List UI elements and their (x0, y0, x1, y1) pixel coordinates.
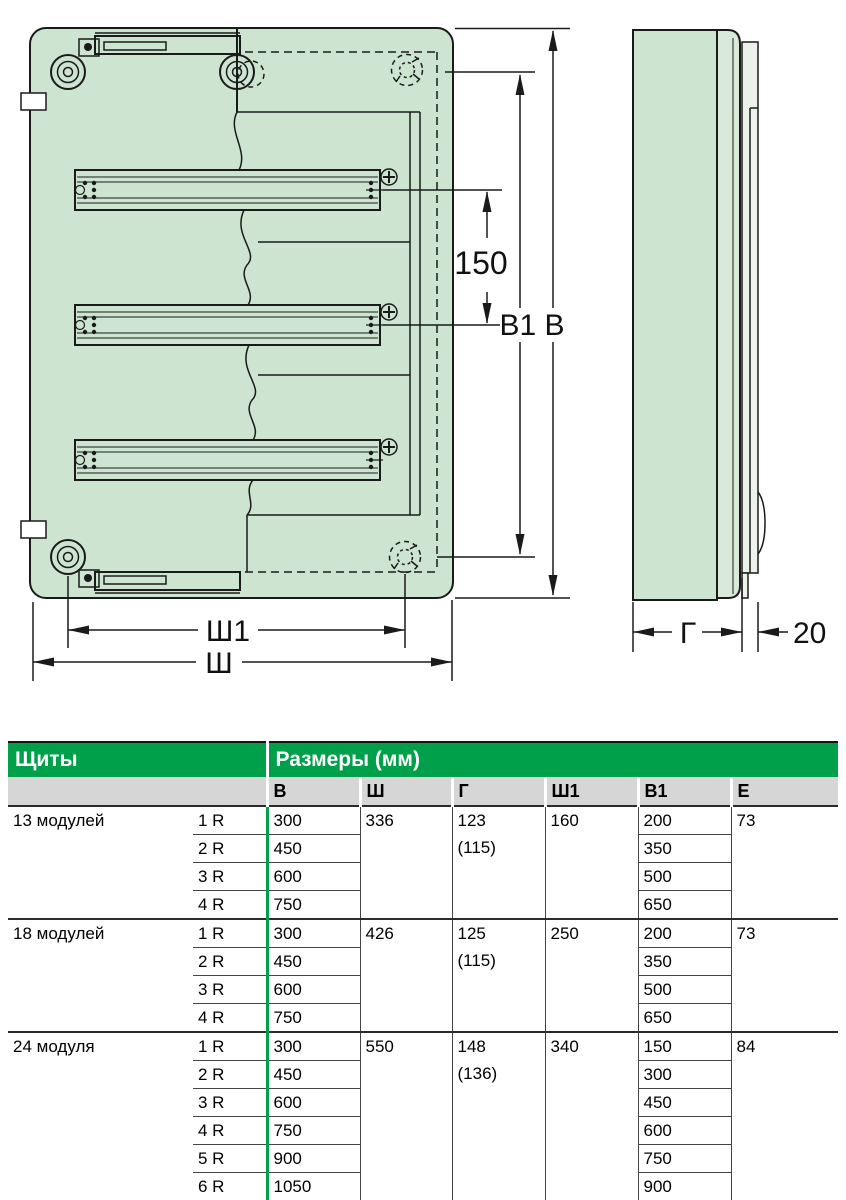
dim-label-150: 150 (454, 245, 508, 281)
group-label: 13 модулей (13, 811, 105, 830)
cell-sh1: 250 (545, 919, 638, 1032)
table-row (8, 919, 838, 948)
cell-b: 600 (267, 976, 360, 1004)
cell-b: 900 (267, 1145, 360, 1173)
cell-b1: 200 (638, 806, 731, 835)
table-row (8, 1032, 838, 1061)
header-panels: Щиты (8, 742, 267, 777)
cell-sh1: 160 (545, 806, 638, 919)
cell-b1: 500 (638, 863, 731, 891)
dimension-20 (758, 628, 788, 637)
dim-label-g: Г (679, 617, 697, 650)
cell-b: 450 (267, 1061, 360, 1089)
din-rail (75, 439, 397, 480)
din-rail (75, 169, 397, 210)
cell-b1: 450 (638, 1089, 731, 1117)
cell-r: 4 R (193, 1117, 267, 1145)
cell-b: 750 (267, 1117, 360, 1145)
dim-label-20: 20 (793, 617, 827, 650)
dim-label-sh1: Ш1 (205, 615, 251, 648)
cell-r: 2 R (193, 1061, 267, 1089)
side-view (633, 30, 765, 600)
cell-e: 73 (731, 919, 838, 1032)
cell-b1: 650 (638, 891, 731, 920)
cell-b: 750 (267, 891, 360, 920)
cell-g: 148 (136) (452, 1032, 545, 1200)
cell-sh: 426 (360, 919, 452, 1032)
cell-b1: 200 (638, 919, 731, 948)
cell-b: 300 (267, 806, 360, 835)
cell-r: 6 R (198, 1177, 225, 1196)
cell-r: 4 R (198, 895, 225, 914)
cell-b: 300 (267, 919, 360, 948)
cell-b1: 900 (638, 1173, 731, 1200)
cell-b1: 500 (638, 976, 731, 1004)
dimensions-table (8, 741, 838, 1200)
cell-sh1: 340 (545, 1032, 638, 1200)
cell-sh: 336 (360, 806, 452, 919)
door-handle-profile (758, 492, 765, 554)
cell-b: 600 (267, 1089, 360, 1117)
table-header-row (8, 742, 838, 777)
edge-notch (21, 93, 46, 110)
cell-b1: 350 (638, 835, 731, 863)
cell-b1: 150 (638, 1032, 731, 1061)
cell-b: 450 (267, 835, 360, 863)
cell-r: 5 R (193, 1145, 267, 1173)
cell-g: 125 (115) (452, 919, 545, 1032)
subheader-empty (8, 777, 267, 806)
cell-r: 4 R (198, 1008, 225, 1027)
cell-e: 84 (731, 1032, 838, 1200)
edge-notch (21, 521, 46, 538)
group-label: 24 модуля (8, 1032, 193, 1200)
header-dimensions: Размеры (мм) (267, 742, 838, 777)
cell-b1: 750 (638, 1145, 731, 1173)
cell-b1: 300 (638, 1061, 731, 1089)
cell-g: 123 (115) (452, 806, 545, 919)
cell-b: 450 (267, 948, 360, 976)
cell-b: 750 (267, 1004, 360, 1033)
dim-label-b1-b: В1 В (499, 309, 565, 342)
din-rail (75, 304, 397, 345)
side-body (633, 30, 717, 600)
cell-r: 2 R (193, 835, 267, 863)
cell-r: 3 R (193, 863, 267, 891)
dimension-sh (33, 658, 452, 667)
cell-b1: 650 (638, 1004, 731, 1033)
col-header-sh1: Ш1 (545, 777, 638, 806)
table-row (8, 806, 838, 835)
cell-b: 600 (267, 863, 360, 891)
side-frame (742, 42, 765, 598)
col-header-b1: В1 (638, 777, 731, 806)
cell-sh: 550 (360, 1032, 452, 1200)
col-header-g: Г (452, 777, 545, 806)
cell-b1: 600 (638, 1117, 731, 1145)
side-door (717, 30, 740, 598)
cell-e: 73 (731, 806, 838, 919)
cell-b: 1050 (267, 1173, 360, 1200)
col-header-e: Е (731, 777, 838, 806)
table-subheader-row (8, 777, 838, 806)
dim-label-sh: Ш (205, 647, 233, 680)
cell-r: 1 R (193, 806, 267, 835)
cell-r: 1 R (193, 919, 267, 948)
cell-b1: 350 (638, 948, 731, 976)
cell-r: 3 R (193, 1089, 267, 1117)
cell-r: 1 R (193, 1032, 267, 1061)
cell-r: 3 R (193, 976, 267, 1004)
cell-r: 2 R (193, 948, 267, 976)
group-label: 18 модулей (8, 919, 193, 1032)
col-header-b: В (267, 777, 360, 806)
cell-b: 300 (267, 1032, 360, 1061)
front-view (21, 28, 453, 598)
col-header-sh: Ш (360, 777, 452, 806)
